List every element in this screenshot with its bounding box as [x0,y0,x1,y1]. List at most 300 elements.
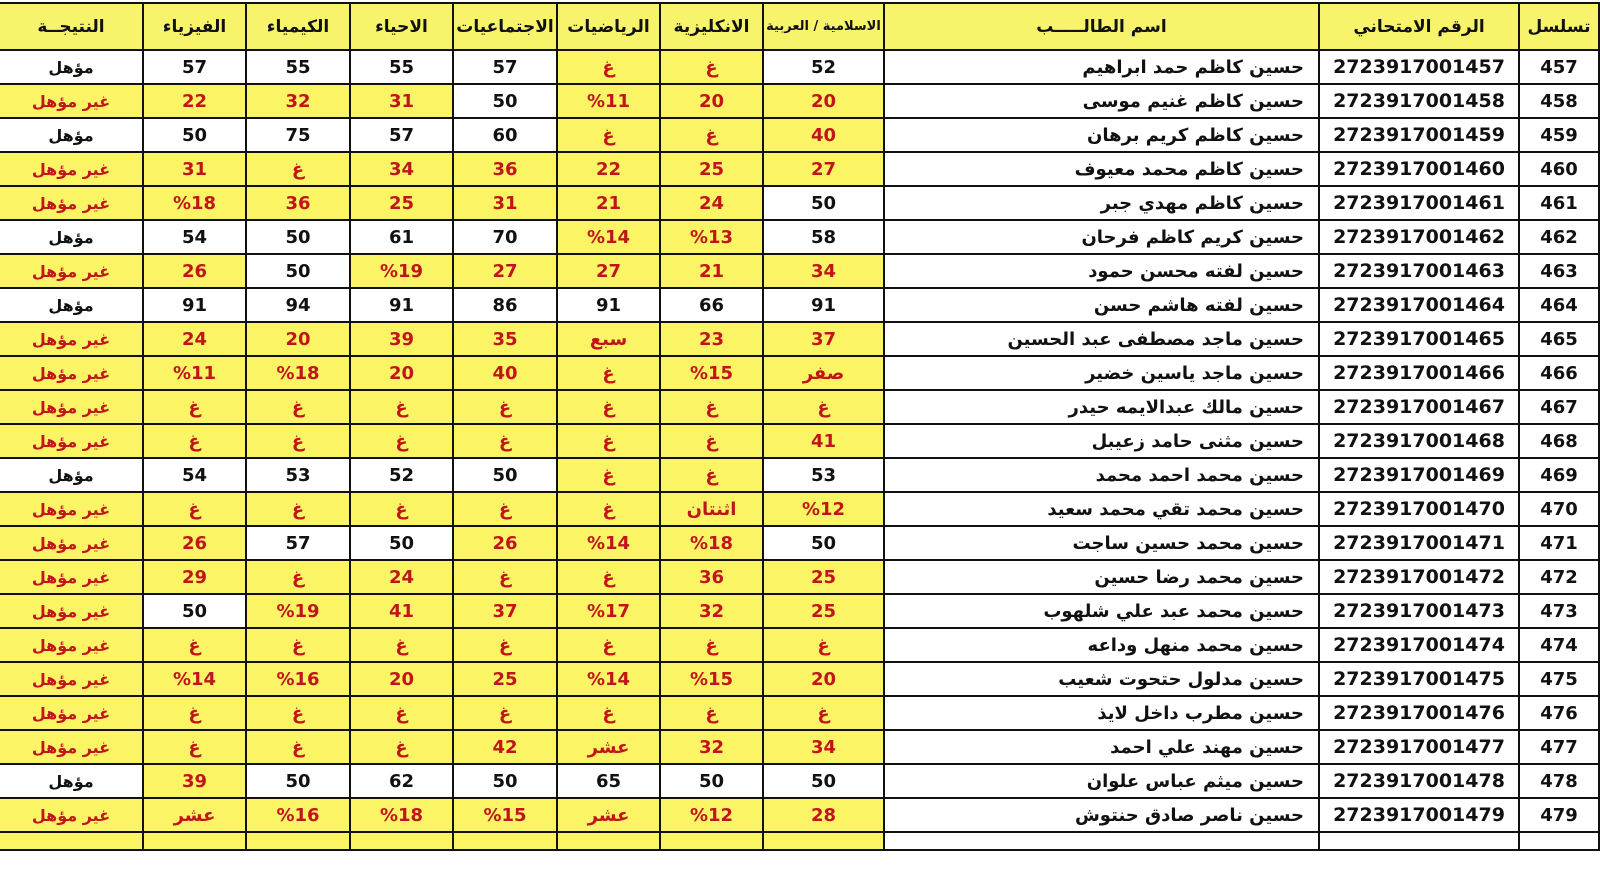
score-biology-cell: غ [350,390,453,424]
score-english-cell: 32 [660,730,763,764]
score-math-cell: %14 [557,526,660,560]
result-cell: غير مؤهل [0,628,143,662]
score-chemistry-cell: %16 [246,798,350,832]
result-cell: غير مؤهل [0,254,143,288]
score-biology-cell: غ [350,628,453,662]
score-biology-cell: 61 [350,220,453,254]
score-islamic-arabic-cell: 50 [763,764,884,798]
exam-number-cell: 2723917001457 [1319,50,1519,84]
exam-number-cell: 2723917001466 [1319,356,1519,390]
score-math-cell: 21 [557,186,660,220]
student-name-cell: حسين ماجد ياسين خضير [884,356,1319,390]
student-name-cell: حسين محمد حسين ساجت [884,526,1319,560]
partial-cell [143,832,246,850]
score-social-cell: غ [453,560,557,594]
score-social-cell: غ [453,390,557,424]
score-physics-cell: غ [143,696,246,730]
score-chemistry-cell: 32 [246,84,350,118]
score-biology-cell: 34 [350,152,453,186]
header-english: الانكليزية [660,3,763,50]
serial-cell: 457 [1519,50,1599,84]
score-islamic-arabic-cell: 27 [763,152,884,186]
score-social-cell: 70 [453,220,557,254]
score-physics-cell: عشر [143,798,246,832]
exam-number-cell: 2723917001461 [1319,186,1519,220]
score-chemistry-cell: 20 [246,322,350,356]
student-name-cell: حسين مدلول حتحوت شعيب [884,662,1319,696]
exam-number-cell: 2723917001467 [1319,390,1519,424]
partial-cell [1519,832,1599,850]
result-cell: مؤهل [0,220,143,254]
score-english-cell: %15 [660,662,763,696]
score-chemistry-cell: غ [246,560,350,594]
serial-cell: 476 [1519,696,1599,730]
score-biology-cell: 50 [350,526,453,560]
table-row [0,84,1599,118]
student-name-cell: حسين محمد منهل وداعه [884,628,1319,662]
student-name-cell: حسين محمد احمد محمد [884,458,1319,492]
table-row [0,526,1599,560]
exam-number-cell: 2723917001459 [1319,118,1519,152]
score-math-cell: غ [557,118,660,152]
score-chemistry-cell: غ [246,730,350,764]
header-chemistry: الكيمياء [246,3,350,50]
score-islamic-arabic-cell: غ [763,390,884,424]
score-physics-cell: 91 [143,288,246,322]
score-chemistry-cell: %19 [246,594,350,628]
score-social-cell: غ [453,424,557,458]
header-serial: تسلسل [1519,3,1599,50]
score-islamic-arabic-cell: 25 [763,560,884,594]
score-social-cell: 37 [453,594,557,628]
serial-cell: 464 [1519,288,1599,322]
score-physics-cell: غ [143,424,246,458]
score-physics-cell: 26 [143,254,246,288]
results-body [0,50,1599,850]
score-math-cell: 65 [557,764,660,798]
score-social-cell: 86 [453,288,557,322]
score-islamic-arabic-cell: 50 [763,526,884,560]
student-name-cell: حسين ناصر صادق حنتوش [884,798,1319,832]
score-english-cell: 21 [660,254,763,288]
partial-cell [350,832,453,850]
serial-cell: 475 [1519,662,1599,696]
serial-cell: 469 [1519,458,1599,492]
exam-number-cell: 2723917001477 [1319,730,1519,764]
score-islamic-arabic-cell: صفر [763,356,884,390]
score-social-cell: 50 [453,764,557,798]
partial-cell [453,832,557,850]
result-cell: غير مؤهل [0,84,143,118]
score-english-cell: 32 [660,594,763,628]
table-row [0,696,1599,730]
score-math-cell: 27 [557,254,660,288]
score-islamic-arabic-cell: 20 [763,662,884,696]
score-math-cell: غ [557,492,660,526]
exam-number-cell: 2723917001475 [1319,662,1519,696]
exam-number-cell: 2723917001476 [1319,696,1519,730]
score-math-cell: غ [557,424,660,458]
student-name-cell: حسين كاظم كريم برهان [884,118,1319,152]
serial-cell: 462 [1519,220,1599,254]
serial-cell: 477 [1519,730,1599,764]
score-islamic-arabic-cell: غ [763,628,884,662]
exam-number-cell: 2723917001479 [1319,798,1519,832]
score-chemistry-cell: %18 [246,356,350,390]
exam-number-cell: 2723917001458 [1319,84,1519,118]
score-social-cell: غ [453,628,557,662]
score-chemistry-cell: غ [246,628,350,662]
exam-number-cell: 2723917001464 [1319,288,1519,322]
header-biology: الاحياء [350,3,453,50]
score-math-cell: غ [557,356,660,390]
serial-cell: 479 [1519,798,1599,832]
score-chemistry-cell: 75 [246,118,350,152]
score-social-cell: 26 [453,526,557,560]
table-row [0,118,1599,152]
score-chemistry-cell: غ [246,424,350,458]
score-chemistry-cell: 55 [246,50,350,84]
score-physics-cell: 24 [143,322,246,356]
result-cell: مؤهل [0,288,143,322]
score-islamic-arabic-cell: 91 [763,288,884,322]
score-english-cell: 20 [660,84,763,118]
score-social-cell: %15 [453,798,557,832]
table-row [0,492,1599,526]
exam-number-cell: 2723917001462 [1319,220,1519,254]
score-physics-cell: غ [143,390,246,424]
score-islamic-arabic-cell: 34 [763,254,884,288]
score-biology-cell: غ [350,696,453,730]
score-islamic-arabic-cell: 50 [763,186,884,220]
score-physics-cell: 26 [143,526,246,560]
serial-cell: 460 [1519,152,1599,186]
student-name-cell: حسين مالك عبدالايمه حيدر [884,390,1319,424]
score-biology-cell: %18 [350,798,453,832]
score-english-cell: %13 [660,220,763,254]
score-social-cell: 40 [453,356,557,390]
serial-cell: 459 [1519,118,1599,152]
score-english-cell: غ [660,424,763,458]
score-biology-cell: 57 [350,118,453,152]
table-row [0,662,1599,696]
score-chemistry-cell: 50 [246,254,350,288]
exam-number-cell: 2723917001460 [1319,152,1519,186]
score-islamic-arabic-cell: 53 [763,458,884,492]
score-biology-cell: 91 [350,288,453,322]
score-physics-cell: 54 [143,220,246,254]
score-social-cell: غ [453,492,557,526]
student-name-cell: حسين لفته محسن حمود [884,254,1319,288]
score-biology-cell: 52 [350,458,453,492]
student-name-cell: حسين مهند علي احمد [884,730,1319,764]
student-name-cell: حسين ميثم عباس علوان [884,764,1319,798]
score-chemistry-cell: غ [246,696,350,730]
score-social-cell: 42 [453,730,557,764]
score-social-cell: 27 [453,254,557,288]
score-islamic-arabic-cell: 34 [763,730,884,764]
score-islamic-arabic-cell: 41 [763,424,884,458]
serial-cell: 465 [1519,322,1599,356]
score-social-cell: 36 [453,152,557,186]
table-row [0,424,1599,458]
score-islamic-arabic-cell: 28 [763,798,884,832]
result-cell: غير مؤهل [0,560,143,594]
score-math-cell: غ [557,458,660,492]
table-row [0,730,1599,764]
score-biology-cell: غ [350,492,453,526]
score-social-cell: 35 [453,322,557,356]
score-biology-cell: غ [350,730,453,764]
score-social-cell: 50 [453,84,557,118]
serial-cell: 472 [1519,560,1599,594]
partial-cell [763,832,884,850]
table-row [0,50,1599,84]
score-social-cell: 57 [453,50,557,84]
score-social-cell: 60 [453,118,557,152]
table-row-partial [0,832,1599,850]
score-islamic-arabic-cell: غ [763,696,884,730]
score-physics-cell: %11 [143,356,246,390]
partial-cell [246,832,350,850]
score-chemistry-cell: 36 [246,186,350,220]
score-physics-cell: غ [143,628,246,662]
student-name-cell: حسين ماجد مصطفى عبد الحسين [884,322,1319,356]
partial-cell [0,832,143,850]
score-physics-cell: 31 [143,152,246,186]
exam-number-cell: 2723917001473 [1319,594,1519,628]
exam-number-cell: 2723917001465 [1319,322,1519,356]
header-math: الرياضيات [557,3,660,50]
score-chemistry-cell: 50 [246,220,350,254]
score-biology-cell: 24 [350,560,453,594]
student-name-cell: حسين كاظم غنيم موسى [884,84,1319,118]
score-islamic-arabic-cell: 58 [763,220,884,254]
result-cell: غير مؤهل [0,730,143,764]
serial-cell: 478 [1519,764,1599,798]
partial-cell [660,832,763,850]
table-row [0,220,1599,254]
score-chemistry-cell: 50 [246,764,350,798]
result-cell: غير مؤهل [0,356,143,390]
score-social-cell: 50 [453,458,557,492]
score-islamic-arabic-cell: 25 [763,594,884,628]
score-math-cell: عشر [557,730,660,764]
table-row [0,254,1599,288]
exam-number-cell: 2723917001469 [1319,458,1519,492]
table-row [0,594,1599,628]
score-math-cell: %14 [557,662,660,696]
score-islamic-arabic-cell: 37 [763,322,884,356]
score-math-cell: عشر [557,798,660,832]
result-cell: غير مؤهل [0,390,143,424]
score-math-cell: 91 [557,288,660,322]
student-name-cell: حسين كاظم محمد معيوف [884,152,1319,186]
score-math-cell: غ [557,390,660,424]
result-cell: غير مؤهل [0,322,143,356]
score-chemistry-cell: غ [246,390,350,424]
score-math-cell: سبع [557,322,660,356]
score-chemistry-cell: 57 [246,526,350,560]
score-islamic-arabic-cell: 20 [763,84,884,118]
score-english-cell: %12 [660,798,763,832]
table-row [0,560,1599,594]
table-row [0,288,1599,322]
serial-cell: 473 [1519,594,1599,628]
serial-cell: 458 [1519,84,1599,118]
score-islamic-arabic-cell: 40 [763,118,884,152]
score-english-cell: 24 [660,186,763,220]
exam-number-cell: 2723917001478 [1319,764,1519,798]
score-social-cell: 25 [453,662,557,696]
score-english-cell: غ [660,50,763,84]
result-cell: غير مؤهل [0,526,143,560]
score-social-cell: غ [453,696,557,730]
header-row [0,3,1599,50]
score-chemistry-cell: 53 [246,458,350,492]
score-physics-cell: %14 [143,662,246,696]
score-chemistry-cell: غ [246,492,350,526]
partial-cell [884,832,1319,850]
score-english-cell: 50 [660,764,763,798]
score-math-cell: %14 [557,220,660,254]
score-english-cell: غ [660,696,763,730]
score-english-cell: %15 [660,356,763,390]
score-biology-cell: 39 [350,322,453,356]
score-physics-cell: %18 [143,186,246,220]
score-english-cell: 23 [660,322,763,356]
score-physics-cell: 22 [143,84,246,118]
result-cell: غير مؤهل [0,186,143,220]
score-chemistry-cell: 94 [246,288,350,322]
table-row [0,152,1599,186]
result-cell: غير مؤهل [0,662,143,696]
result-cell: غير مؤهل [0,594,143,628]
header-result: النتيجــة [0,3,143,50]
student-name-cell: حسين محمد عبد علي شلهوب [884,594,1319,628]
score-biology-cell: 20 [350,356,453,390]
table-row [0,628,1599,662]
student-name-cell: حسين مطرب داخل لايذ [884,696,1319,730]
score-english-cell: غ [660,118,763,152]
table-row [0,458,1599,492]
score-english-cell: غ [660,628,763,662]
exam-number-cell: 2723917001471 [1319,526,1519,560]
score-physics-cell: 39 [143,764,246,798]
serial-cell: 470 [1519,492,1599,526]
table-row [0,764,1599,798]
exam-number-cell: 2723917001474 [1319,628,1519,662]
table-row [0,798,1599,832]
serial-cell: 467 [1519,390,1599,424]
result-cell: مؤهل [0,50,143,84]
score-islamic-arabic-cell: %12 [763,492,884,526]
result-cell: غير مؤهل [0,492,143,526]
score-math-cell: %11 [557,84,660,118]
partial-cell [557,832,660,850]
score-english-cell: غ [660,458,763,492]
score-math-cell: %17 [557,594,660,628]
header-student-name: اسم الطالـــــب [884,3,1319,50]
exam-number-cell: 2723917001472 [1319,560,1519,594]
header-social: الاجتماعيات [453,3,557,50]
score-physics-cell: غ [143,730,246,764]
score-biology-cell: 62 [350,764,453,798]
score-chemistry-cell: %16 [246,662,350,696]
result-cell: غير مؤهل [0,152,143,186]
score-biology-cell: 41 [350,594,453,628]
score-math-cell: 22 [557,152,660,186]
score-social-cell: 31 [453,186,557,220]
score-math-cell: غ [557,560,660,594]
score-biology-cell: غ [350,424,453,458]
score-physics-cell: 50 [143,594,246,628]
score-physics-cell: غ [143,492,246,526]
score-biology-cell: %19 [350,254,453,288]
score-math-cell: غ [557,696,660,730]
header-islamic-arabic: الاسلامية / العربية [763,3,884,50]
score-biology-cell: 20 [350,662,453,696]
student-name-cell: حسين محمد رضا حسين [884,560,1319,594]
result-cell: مؤهل [0,118,143,152]
header-exam-number: الرقم الامتحاني [1319,3,1519,50]
score-biology-cell: 25 [350,186,453,220]
score-english-cell: 36 [660,560,763,594]
student-name-cell: حسين كريم كاظم فرحان [884,220,1319,254]
score-english-cell: %18 [660,526,763,560]
table-row [0,322,1599,356]
student-name-cell: حسين كاظم حمد ابراهيم [884,50,1319,84]
score-physics-cell: 54 [143,458,246,492]
partial-cell [1319,832,1519,850]
student-name-cell: حسين لفته هاشم حسن [884,288,1319,322]
result-cell: مؤهل [0,764,143,798]
result-cell: غير مؤهل [0,424,143,458]
result-cell: غير مؤهل [0,798,143,832]
header-physics: الفيزياء [143,3,246,50]
table-row [0,356,1599,390]
score-english-cell: غ [660,390,763,424]
results-table [0,2,1600,851]
serial-cell: 461 [1519,186,1599,220]
serial-cell: 471 [1519,526,1599,560]
student-name-cell: حسين مثنى حامد زعيبل [884,424,1319,458]
score-physics-cell: 57 [143,50,246,84]
score-english-cell: 25 [660,152,763,186]
serial-cell: 466 [1519,356,1599,390]
serial-cell: 468 [1519,424,1599,458]
score-physics-cell: 50 [143,118,246,152]
exam-number-cell: 2723917001468 [1319,424,1519,458]
score-islamic-arabic-cell: 52 [763,50,884,84]
score-math-cell: غ [557,628,660,662]
score-chemistry-cell: غ [246,152,350,186]
score-math-cell: غ [557,50,660,84]
exam-number-cell: 2723917001463 [1319,254,1519,288]
table-row [0,390,1599,424]
score-biology-cell: 31 [350,84,453,118]
table-row [0,186,1599,220]
score-english-cell: اثنتان [660,492,763,526]
score-physics-cell: 29 [143,560,246,594]
result-cell: مؤهل [0,458,143,492]
serial-cell: 474 [1519,628,1599,662]
result-cell: غير مؤهل [0,696,143,730]
student-name-cell: حسين كاظم مهدي جبر [884,186,1319,220]
student-name-cell: حسين محمد تقي محمد سعيد [884,492,1319,526]
score-biology-cell: 55 [350,50,453,84]
serial-cell: 463 [1519,254,1599,288]
